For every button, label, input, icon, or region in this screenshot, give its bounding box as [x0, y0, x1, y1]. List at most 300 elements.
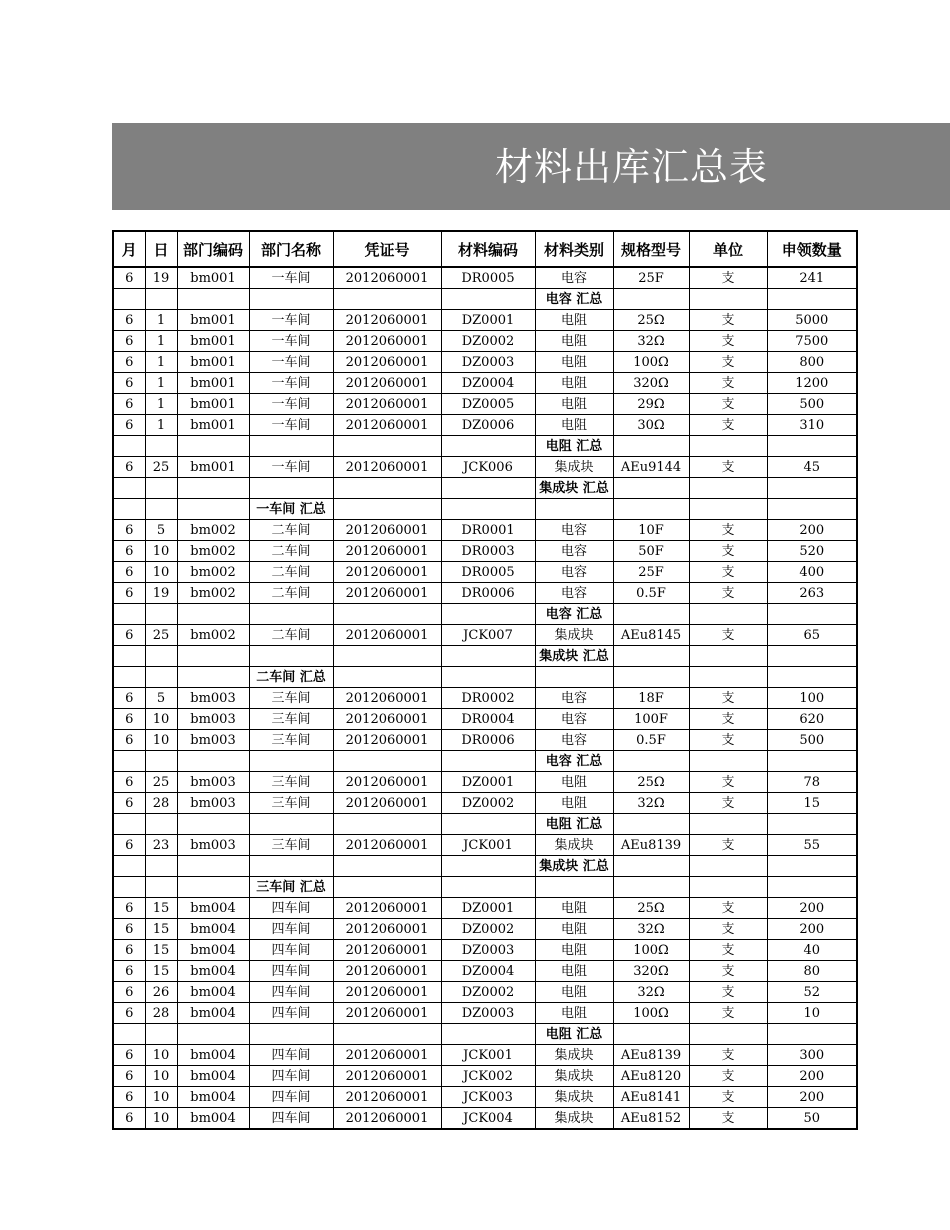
category-subtotal-label[interactable]: 集成块 汇总 [535, 646, 613, 667]
cell-quantity[interactable]: 310 [767, 415, 857, 436]
cell-dept-code[interactable]: bm002 [177, 583, 249, 604]
empty-cell[interactable] [145, 667, 177, 688]
cell-material-category[interactable]: 电阻 [535, 373, 613, 394]
cell-month[interactable]: 6 [113, 267, 145, 289]
category-subtotal-label[interactable]: 电容 汇总 [535, 289, 613, 310]
cell-spec-model[interactable]: 32Ω [613, 982, 689, 1003]
cell-spec-model[interactable]: AEu8141 [613, 1087, 689, 1108]
cell-month[interactable]: 6 [113, 1003, 145, 1024]
cell-voucher-no[interactable]: 2012060001 [333, 415, 441, 436]
cell-voucher-no[interactable]: 2012060001 [333, 331, 441, 352]
cell-quantity[interactable]: 200 [767, 520, 857, 541]
cell-quantity[interactable]: 200 [767, 1066, 857, 1087]
cell-quantity[interactable]: 15 [767, 793, 857, 814]
empty-cell[interactable] [113, 667, 145, 688]
cell-dept-name[interactable]: 三车间 [249, 793, 333, 814]
cell-voucher-no[interactable]: 2012060001 [333, 835, 441, 856]
empty-cell[interactable] [613, 814, 689, 835]
cell-dept-name[interactable]: 二车间 [249, 562, 333, 583]
cell-dept-code[interactable]: bm002 [177, 562, 249, 583]
cell-day[interactable]: 5 [145, 688, 177, 709]
cell-voucher-no[interactable]: 2012060001 [333, 520, 441, 541]
cell-material-code[interactable]: DR0005 [441, 267, 535, 289]
cell-dept-code[interactable]: bm004 [177, 1108, 249, 1130]
cell-dept-code[interactable]: bm001 [177, 394, 249, 415]
empty-cell[interactable] [177, 499, 249, 520]
cell-dept-code[interactable]: bm003 [177, 772, 249, 793]
empty-cell[interactable] [177, 646, 249, 667]
category-subtotal-label[interactable]: 集成块 汇总 [535, 478, 613, 499]
cell-material-code[interactable]: DZ0003 [441, 940, 535, 961]
header-voucher-no[interactable]: 凭证号 [333, 231, 441, 267]
cell-quantity[interactable]: 500 [767, 394, 857, 415]
empty-cell[interactable] [613, 877, 689, 898]
cell-quantity[interactable]: 78 [767, 772, 857, 793]
cell-material-code[interactable]: JCK003 [441, 1087, 535, 1108]
cell-spec-model[interactable]: 100Ω [613, 940, 689, 961]
cell-unit[interactable]: 支 [689, 898, 767, 919]
cell-dept-name[interactable]: 四车间 [249, 1003, 333, 1024]
cell-spec-model[interactable]: 29Ω [613, 394, 689, 415]
empty-cell[interactable] [145, 856, 177, 877]
cell-voucher-no[interactable]: 2012060001 [333, 940, 441, 961]
cell-quantity[interactable]: 241 [767, 267, 857, 289]
cell-dept-name[interactable]: 一车间 [249, 373, 333, 394]
category-subtotal-label[interactable]: 电阻 汇总 [535, 436, 613, 457]
cell-spec-model[interactable]: 100Ω [613, 1003, 689, 1024]
cell-dept-code[interactable]: bm002 [177, 541, 249, 562]
cell-month[interactable]: 6 [113, 352, 145, 373]
cell-month[interactable]: 6 [113, 982, 145, 1003]
cell-material-category[interactable]: 电阻 [535, 394, 613, 415]
cell-dept-name[interactable]: 一车间 [249, 310, 333, 331]
cell-voucher-no[interactable]: 2012060001 [333, 1045, 441, 1066]
cell-material-category[interactable]: 电容 [535, 541, 613, 562]
cell-spec-model[interactable]: 320Ω [613, 373, 689, 394]
cell-dept-code[interactable]: bm001 [177, 352, 249, 373]
empty-cell[interactable] [689, 436, 767, 457]
cell-spec-model[interactable]: 25F [613, 267, 689, 289]
cell-voucher-no[interactable]: 2012060001 [333, 919, 441, 940]
cell-dept-name[interactable]: 一车间 [249, 331, 333, 352]
empty-cell[interactable] [145, 751, 177, 772]
cell-dept-name[interactable]: 三车间 [249, 688, 333, 709]
cell-unit[interactable]: 支 [689, 772, 767, 793]
cell-quantity[interactable]: 5000 [767, 310, 857, 331]
cell-spec-model[interactable]: 18F [613, 688, 689, 709]
cell-quantity[interactable]: 80 [767, 961, 857, 982]
empty-cell[interactable] [613, 499, 689, 520]
cell-spec-model[interactable]: 32Ω [613, 919, 689, 940]
cell-spec-model[interactable]: 0.5F [613, 583, 689, 604]
cell-day[interactable]: 19 [145, 583, 177, 604]
cell-voucher-no[interactable]: 2012060001 [333, 982, 441, 1003]
empty-cell[interactable] [113, 856, 145, 877]
cell-month[interactable]: 6 [113, 583, 145, 604]
department-subtotal-label[interactable]: 二车间 汇总 [249, 667, 333, 688]
empty-cell[interactable] [333, 1024, 441, 1045]
cell-dept-name[interactable]: 四车间 [249, 961, 333, 982]
empty-cell[interactable] [767, 667, 857, 688]
empty-cell[interactable] [145, 646, 177, 667]
empty-cell[interactable] [333, 646, 441, 667]
cell-voucher-no[interactable]: 2012060001 [333, 562, 441, 583]
cell-quantity[interactable]: 800 [767, 352, 857, 373]
cell-material-category[interactable]: 电容 [535, 562, 613, 583]
cell-day[interactable]: 25 [145, 625, 177, 646]
cell-day[interactable]: 1 [145, 310, 177, 331]
cell-month[interactable]: 6 [113, 1087, 145, 1108]
cell-spec-model[interactable]: AEu8139 [613, 835, 689, 856]
cell-unit[interactable]: 支 [689, 394, 767, 415]
empty-cell[interactable] [689, 499, 767, 520]
cell-dept-code[interactable]: bm003 [177, 709, 249, 730]
cell-unit[interactable]: 支 [689, 709, 767, 730]
empty-cell[interactable] [689, 667, 767, 688]
cell-material-code[interactable]: JCK007 [441, 625, 535, 646]
empty-cell[interactable] [767, 436, 857, 457]
cell-material-code[interactable]: DR0006 [441, 583, 535, 604]
cell-dept-code[interactable]: bm003 [177, 793, 249, 814]
cell-day[interactable]: 28 [145, 793, 177, 814]
empty-cell[interactable] [249, 289, 333, 310]
empty-cell[interactable] [441, 1024, 535, 1045]
cell-month[interactable]: 6 [113, 835, 145, 856]
cell-quantity[interactable]: 52 [767, 982, 857, 1003]
cell-voucher-no[interactable]: 2012060001 [333, 1003, 441, 1024]
cell-month[interactable]: 6 [113, 457, 145, 478]
cell-dept-code[interactable]: bm004 [177, 961, 249, 982]
cell-dept-name[interactable]: 四车间 [249, 1087, 333, 1108]
cell-material-code[interactable]: DR0002 [441, 688, 535, 709]
cell-month[interactable]: 6 [113, 562, 145, 583]
cell-dept-name[interactable]: 一车间 [249, 457, 333, 478]
cell-spec-model[interactable]: 0.5F [613, 730, 689, 751]
cell-dept-code[interactable]: bm004 [177, 1087, 249, 1108]
cell-unit[interactable]: 支 [689, 520, 767, 541]
cell-dept-name[interactable]: 四车间 [249, 1066, 333, 1087]
cell-day[interactable]: 1 [145, 352, 177, 373]
cell-day[interactable]: 15 [145, 919, 177, 940]
cell-day[interactable]: 28 [145, 1003, 177, 1024]
cell-dept-code[interactable]: bm004 [177, 919, 249, 940]
empty-cell[interactable] [249, 814, 333, 835]
empty-cell[interactable] [441, 646, 535, 667]
cell-day[interactable]: 15 [145, 940, 177, 961]
cell-quantity[interactable]: 40 [767, 940, 857, 961]
cell-month[interactable]: 6 [113, 919, 145, 940]
cell-day[interactable]: 10 [145, 1087, 177, 1108]
cell-dept-code[interactable]: bm004 [177, 1045, 249, 1066]
empty-cell[interactable] [145, 478, 177, 499]
empty-cell[interactable] [249, 604, 333, 625]
header-month[interactable]: 月 [113, 231, 145, 267]
cell-spec-model[interactable]: 10F [613, 520, 689, 541]
cell-spec-model[interactable]: 32Ω [613, 331, 689, 352]
cell-dept-code[interactable]: bm004 [177, 898, 249, 919]
empty-cell[interactable] [177, 877, 249, 898]
empty-cell[interactable] [613, 1024, 689, 1045]
header-material-category[interactable]: 材料类别 [535, 231, 613, 267]
cell-material-category[interactable]: 电阻 [535, 793, 613, 814]
cell-voucher-no[interactable]: 2012060001 [333, 310, 441, 331]
cell-voucher-no[interactable]: 2012060001 [333, 1066, 441, 1087]
empty-cell[interactable] [441, 604, 535, 625]
cell-voucher-no[interactable]: 2012060001 [333, 772, 441, 793]
empty-cell[interactable] [333, 436, 441, 457]
cell-unit[interactable]: 支 [689, 1108, 767, 1130]
cell-day[interactable]: 1 [145, 331, 177, 352]
empty-cell[interactable] [441, 856, 535, 877]
empty-cell[interactable] [249, 478, 333, 499]
cell-material-category[interactable]: 电阻 [535, 940, 613, 961]
cell-day[interactable]: 10 [145, 1108, 177, 1130]
cell-month[interactable]: 6 [113, 331, 145, 352]
header-day[interactable]: 日 [145, 231, 177, 267]
cell-dept-code[interactable]: bm001 [177, 373, 249, 394]
empty-cell[interactable] [767, 877, 857, 898]
cell-month[interactable]: 6 [113, 898, 145, 919]
cell-dept-code[interactable]: bm001 [177, 457, 249, 478]
cell-month[interactable]: 6 [113, 1045, 145, 1066]
empty-cell[interactable] [177, 604, 249, 625]
category-subtotal-label[interactable]: 电阻 汇总 [535, 1024, 613, 1045]
cell-month[interactable]: 6 [113, 1066, 145, 1087]
category-subtotal-label[interactable]: 集成块 汇总 [535, 856, 613, 877]
cell-day[interactable]: 25 [145, 457, 177, 478]
empty-cell[interactable] [249, 436, 333, 457]
cell-material-code[interactable]: DZ0002 [441, 331, 535, 352]
cell-month[interactable]: 6 [113, 373, 145, 394]
cell-spec-model[interactable]: 320Ω [613, 961, 689, 982]
cell-spec-model[interactable]: 100F [613, 709, 689, 730]
empty-cell[interactable] [113, 289, 145, 310]
cell-material-code[interactable]: JCK001 [441, 835, 535, 856]
cell-material-code[interactable]: JCK006 [441, 457, 535, 478]
cell-dept-name[interactable]: 三车间 [249, 772, 333, 793]
cell-dept-name[interactable]: 四车间 [249, 940, 333, 961]
cell-quantity[interactable]: 263 [767, 583, 857, 604]
empty-cell[interactable] [113, 751, 145, 772]
cell-month[interactable]: 6 [113, 688, 145, 709]
empty-cell[interactable] [613, 646, 689, 667]
empty-cell[interactable] [767, 814, 857, 835]
cell-material-code[interactable]: DZ0006 [441, 415, 535, 436]
cell-material-code[interactable]: DR0004 [441, 709, 535, 730]
empty-cell[interactable] [689, 289, 767, 310]
empty-cell[interactable] [249, 856, 333, 877]
empty-cell[interactable] [689, 856, 767, 877]
category-subtotal-label[interactable]: 电容 汇总 [535, 604, 613, 625]
empty-cell[interactable] [177, 478, 249, 499]
cell-month[interactable]: 6 [113, 541, 145, 562]
empty-cell[interactable] [767, 499, 857, 520]
empty-cell[interactable] [177, 751, 249, 772]
cell-day[interactable]: 10 [145, 562, 177, 583]
cell-month[interactable]: 6 [113, 772, 145, 793]
empty-cell[interactable] [177, 436, 249, 457]
cell-voucher-no[interactable]: 2012060001 [333, 625, 441, 646]
cell-dept-code[interactable]: bm004 [177, 1003, 249, 1024]
cell-dept-name[interactable]: 三车间 [249, 835, 333, 856]
empty-cell[interactable] [767, 856, 857, 877]
empty-cell[interactable] [333, 877, 441, 898]
cell-unit[interactable]: 支 [689, 1003, 767, 1024]
cell-unit[interactable]: 支 [689, 541, 767, 562]
cell-day[interactable]: 23 [145, 835, 177, 856]
cell-material-code[interactable]: DR0003 [441, 541, 535, 562]
cell-material-category[interactable]: 电阻 [535, 772, 613, 793]
cell-unit[interactable]: 支 [689, 1087, 767, 1108]
cell-dept-code[interactable]: bm004 [177, 982, 249, 1003]
cell-material-category[interactable]: 集成块 [535, 1066, 613, 1087]
empty-cell[interactable] [113, 1024, 145, 1045]
cell-month[interactable]: 6 [113, 520, 145, 541]
cell-spec-model[interactable]: 25Ω [613, 310, 689, 331]
empty-cell[interactable] [689, 1024, 767, 1045]
cell-dept-name[interactable]: 四车间 [249, 1045, 333, 1066]
cell-material-code[interactable]: DZ0004 [441, 961, 535, 982]
empty-cell[interactable] [535, 877, 613, 898]
cell-month[interactable]: 6 [113, 310, 145, 331]
cell-dept-code[interactable]: bm004 [177, 1066, 249, 1087]
cell-dept-name[interactable]: 二车间 [249, 625, 333, 646]
cell-voucher-no[interactable]: 2012060001 [333, 373, 441, 394]
cell-dept-code[interactable]: bm003 [177, 730, 249, 751]
empty-cell[interactable] [145, 289, 177, 310]
empty-cell[interactable] [689, 751, 767, 772]
cell-material-category[interactable]: 电阻 [535, 331, 613, 352]
empty-cell[interactable] [333, 856, 441, 877]
cell-spec-model[interactable]: 25F [613, 562, 689, 583]
cell-material-category[interactable]: 集成块 [535, 625, 613, 646]
cell-material-code[interactable]: DZ0002 [441, 919, 535, 940]
cell-material-category[interactable]: 集成块 [535, 1087, 613, 1108]
header-dept-name[interactable]: 部门名称 [249, 231, 333, 267]
cell-material-category[interactable]: 电阻 [535, 961, 613, 982]
cell-material-code[interactable]: DZ0001 [441, 898, 535, 919]
empty-cell[interactable] [767, 751, 857, 772]
cell-unit[interactable]: 支 [689, 835, 767, 856]
empty-cell[interactable] [333, 751, 441, 772]
cell-voucher-no[interactable]: 2012060001 [333, 709, 441, 730]
cell-spec-model[interactable]: AEu9144 [613, 457, 689, 478]
cell-quantity[interactable]: 400 [767, 562, 857, 583]
cell-spec-model[interactable]: 32Ω [613, 793, 689, 814]
header-dept-code[interactable]: 部门编码 [177, 231, 249, 267]
empty-cell[interactable] [689, 646, 767, 667]
cell-unit[interactable]: 支 [689, 730, 767, 751]
empty-cell[interactable] [113, 436, 145, 457]
cell-unit[interactable]: 支 [689, 982, 767, 1003]
cell-dept-code[interactable]: bm001 [177, 310, 249, 331]
cell-material-category[interactable]: 集成块 [535, 457, 613, 478]
cell-dept-code[interactable]: bm001 [177, 415, 249, 436]
cell-month[interactable]: 6 [113, 1108, 145, 1130]
cell-quantity[interactable]: 520 [767, 541, 857, 562]
cell-dept-name[interactable]: 四车间 [249, 982, 333, 1003]
empty-cell[interactable] [145, 436, 177, 457]
department-subtotal-label[interactable]: 一车间 汇总 [249, 499, 333, 520]
cell-voucher-no[interactable]: 2012060001 [333, 961, 441, 982]
cell-dept-name[interactable]: 三车间 [249, 709, 333, 730]
empty-cell[interactable] [113, 646, 145, 667]
empty-cell[interactable] [441, 877, 535, 898]
empty-cell[interactable] [177, 856, 249, 877]
cell-material-category[interactable]: 电阻 [535, 982, 613, 1003]
cell-unit[interactable]: 支 [689, 310, 767, 331]
cell-dept-name[interactable]: 二车间 [249, 583, 333, 604]
empty-cell[interactable] [145, 499, 177, 520]
empty-cell[interactable] [767, 604, 857, 625]
cell-spec-model[interactable]: 30Ω [613, 415, 689, 436]
empty-cell[interactable] [767, 478, 857, 499]
cell-dept-code[interactable]: bm004 [177, 940, 249, 961]
cell-material-code[interactable]: JCK004 [441, 1108, 535, 1130]
cell-dept-name[interactable]: 二车间 [249, 541, 333, 562]
cell-dept-code[interactable]: bm002 [177, 520, 249, 541]
empty-cell[interactable] [441, 289, 535, 310]
cell-unit[interactable]: 支 [689, 961, 767, 982]
cell-material-code[interactable]: DZ0003 [441, 1003, 535, 1024]
cell-dept-code[interactable]: bm001 [177, 331, 249, 352]
cell-quantity[interactable]: 45 [767, 457, 857, 478]
cell-month[interactable]: 6 [113, 793, 145, 814]
cell-voucher-no[interactable]: 2012060001 [333, 688, 441, 709]
cell-spec-model[interactable]: AEu8120 [613, 1066, 689, 1087]
empty-cell[interactable] [441, 499, 535, 520]
empty-cell[interactable] [441, 436, 535, 457]
cell-material-category[interactable]: 集成块 [535, 1108, 613, 1130]
cell-dept-code[interactable]: bm001 [177, 267, 249, 289]
cell-unit[interactable]: 支 [689, 373, 767, 394]
empty-cell[interactable] [613, 478, 689, 499]
cell-material-code[interactable]: DZ0003 [441, 352, 535, 373]
cell-unit[interactable]: 支 [689, 1045, 767, 1066]
cell-material-category[interactable]: 电容 [535, 267, 613, 289]
empty-cell[interactable] [177, 667, 249, 688]
empty-cell[interactable] [145, 814, 177, 835]
empty-cell[interactable] [333, 814, 441, 835]
empty-cell[interactable] [613, 856, 689, 877]
cell-voucher-no[interactable]: 2012060001 [333, 1087, 441, 1108]
header-spec-model[interactable]: 规格型号 [613, 231, 689, 267]
cell-material-code[interactable]: DR0005 [441, 562, 535, 583]
cell-material-category[interactable]: 电容 [535, 730, 613, 751]
cell-material-category[interactable]: 电容 [535, 709, 613, 730]
cell-material-code[interactable]: JCK002 [441, 1066, 535, 1087]
empty-cell[interactable] [613, 436, 689, 457]
cell-day[interactable]: 15 [145, 961, 177, 982]
cell-dept-name[interactable]: 一车间 [249, 394, 333, 415]
cell-quantity[interactable]: 620 [767, 709, 857, 730]
cell-quantity[interactable]: 55 [767, 835, 857, 856]
cell-dept-name[interactable]: 四车间 [249, 1108, 333, 1130]
empty-cell[interactable] [177, 1024, 249, 1045]
empty-cell[interactable] [613, 604, 689, 625]
cell-quantity[interactable]: 500 [767, 730, 857, 751]
cell-quantity[interactable]: 7500 [767, 331, 857, 352]
empty-cell[interactable] [177, 289, 249, 310]
cell-quantity[interactable]: 200 [767, 898, 857, 919]
cell-dept-name[interactable]: 四车间 [249, 919, 333, 940]
cell-voucher-no[interactable]: 2012060001 [333, 583, 441, 604]
cell-unit[interactable]: 支 [689, 940, 767, 961]
cell-dept-name[interactable]: 一车间 [249, 415, 333, 436]
cell-dept-name[interactable]: 二车间 [249, 520, 333, 541]
cell-unit[interactable]: 支 [689, 919, 767, 940]
empty-cell[interactable] [333, 499, 441, 520]
